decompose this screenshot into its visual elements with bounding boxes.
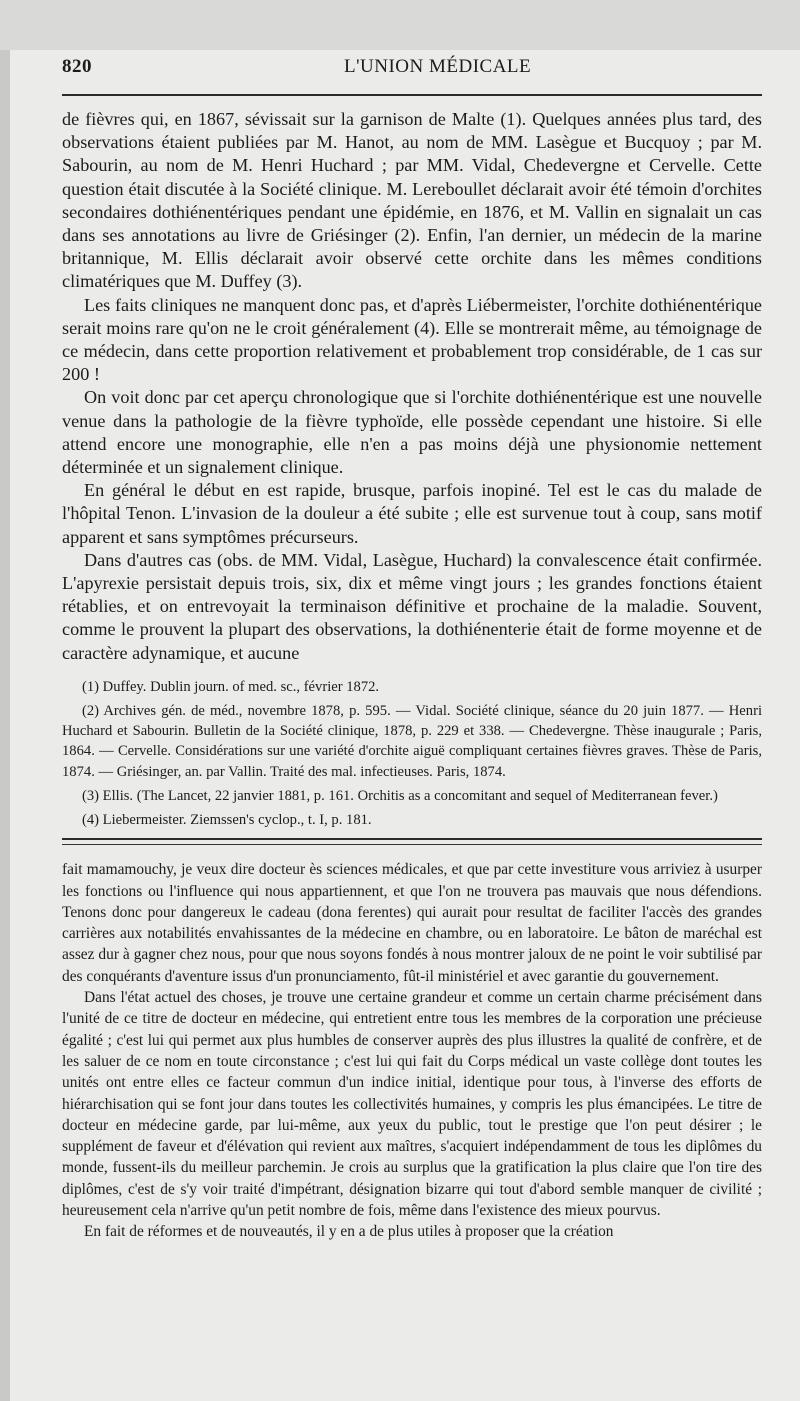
feuilleton-paragraph: fait mamamouchy, je veux dire docteur ès sciences médicales, et que par cette investiture vous arriviez à usurper les fonctions ou l'influence qui nous appartiennent, et que l'on ne trouvera pas mauvais que nous défendions. Tenons donc pour dangereux le cadeau (dona ferentes) qui aurait pour resultat de faciliter l'accès des grandes carrières aux notabilités envahissantes de la médecine en chambre, ou en laboratoire. Le bâton de maréchal est assez dur à gagner chez nous, pour que nous soyons fondés à nous montrer jaloux de ne point le voir subtilisé par des conquérants d'aventure issus d'un pronunciamento, fût-il ministériel et avec garantie du gouvernement. [62,861,762,985]
page-number: 820 [62,56,92,77]
main-paragraph: de fièvres qui, en 1867, sévissait sur la garnison de Malte (1). Quelques années plus tard, des observations étaient publiées par M. Hanot, au nom de MM. Lasègue et Bucquoy ; par M. Sabourin, au nom de M. Henri Huchard ; par MM. Vidal, Chedevergne et Cervelle. Cette question était discutée à la Société clinique. M. Lereboullet déclarait avoir été témoin d'orchites secondaires dothiénentériques pendant une épidémie, en 1876, et M. Vallin en signalait un cas dans ses annotations au livre de Griésinger (2). Enfin, l'an dernier, un médecin de la marine britannique, M. Ellis déclarait avoir observé cette orchite dans les mêmes conditions climatériques que M. Duffey (3). [62,109,762,292]
main-paragraph: Dans d'autres cas (obs. de MM. Vidal, Lasègue, Huchard) la convalescence était confirmée. L'apyrexie persistait depuis trois, six, dix et même vingt jours ; les grandes fonctions étaient rétablies, et on entrevoyait la terminaison définitive et prochaine de la maladie. Souvent, comme le prouvent la plupart des observations, la dothiénenterie était de forme moyenne et de caractère adynamique, et aucune [62,549,762,663]
feuilleton-text [62,859,762,1242]
main-paragraph: On voit donc par cet aperçu chronologique que si l'orchite dothiénentérique est une nouvelle venue dans la pathologie de la fièvre typhoïde, elle possède cependant une histoire. Si elle attend encore une monographie, elle n'en a pas moins déjà une physionomie nettement déterminée et un signalement clinique. [62,387,762,478]
footnote: (4) Liebermeister. Ziemssen's cyclop., t. I, p. 181. [82,812,372,829]
divider-rule-top [62,838,762,840]
page-edge-shadow [0,50,10,1401]
page-header [62,50,762,94]
footnote: (2) Archives gén. de méd., novembre 1878, p. 595. — Vidal. Société clinique, séance du 20 juin 1877. — Henri Huchard et Sabourin. Bulletin de la Société clinique, 1878, p. 229 et 338. — Chedevergne. Thèse inaugurale ; Paris, 1864. — Cervelle. Considérations sur une variété d'orchite aiguë compliquant certaines fièvres graves. Thèse de Paris, 1874. — Griésinger, an. par Vallin. Traité des mal. infectieuses. Paris, 1874. [62,703,762,780]
divider-rule-bottom [62,844,762,845]
footnote: (3) Ellis. (The Lancet, 22 janvier 1881, p. 161. Orchitis as a concomitant and sequel of Mediterranean fever.) [82,787,718,804]
feuilleton-paragraph: Dans l'état actuel des choses, je trouve une certaine grandeur et comme un certain charme précisément dans l'unité de ce titre de docteur en médecine, qui entretient entre tous les membres de la corporation une précieuse égalité ; c'est lui qui permet aux plus humbles de conserver auprès des plus illustres la qualité de confrère, et de les saluer de ce nom en toute circonstance ; c'est lui qui fait du Corps médical un vaste collège dont toutes les unités ont entre elles ce facteur commun d'un indice initial, identique pour tous, à l'inverse des efforts de hiérarchisation qui se font jour dans toutes les collectivités humaines, y compris les plus émancipées. Le titre de docteur en médecine garde, par lui-même, aux yeux du public, tout le prestige que l'on peut désirer ; le supplément de faveur et d'élévation qui revient aux maîtres, s'acquiert indépendamment de tous les diplômes du monde, fussent-ils du meilleur parchemin. Je crois au surplus que la gratification la plus claire que l'on tire des diplômes, c'est de s'y voir traité d'impétrant, désignation bizarre qui tout d'abord semble manquer de civilité ; heureusement cela n'arrive qu'un petit nombre de fois, même dans l'existence des mieux pourvus. [62,989,762,1220]
running-title: L'UNION MÉDICALE [344,56,532,77]
feuilleton-divider [62,838,762,845]
main-paragraph: En général le début en est rapide, brusque, parfois inopiné. Tel est le cas du malade de l'hôpital Tenon. L'invasion de la douleur a été subite ; elle est survenue tout à coup, sans motif apparent et sans symptômes précurseurs. [62,480,762,547]
footnote: (1) Duffey. Dublin journ. of med. sc., février 1872. [82,678,380,695]
footnotes [62,677,762,830]
main-paragraph: Les faits cliniques ne manquent donc pas, et d'après Liébermeister, l'orchite dothiénentérique serait moins rare qu'on ne le croit généralement (4). Elle se montrerait même, au témoignage de ce médecin, dans cette proportion relativement et probablement trop considérable, de 1 cas sur 200 ! [62,294,762,385]
main-text [62,108,762,665]
page [0,50,800,1401]
feuilleton-paragraph: En fait de réformes et de nouveautés, il y en a de plus utiles à proposer que la création [84,1223,614,1241]
header-rule [62,94,762,96]
